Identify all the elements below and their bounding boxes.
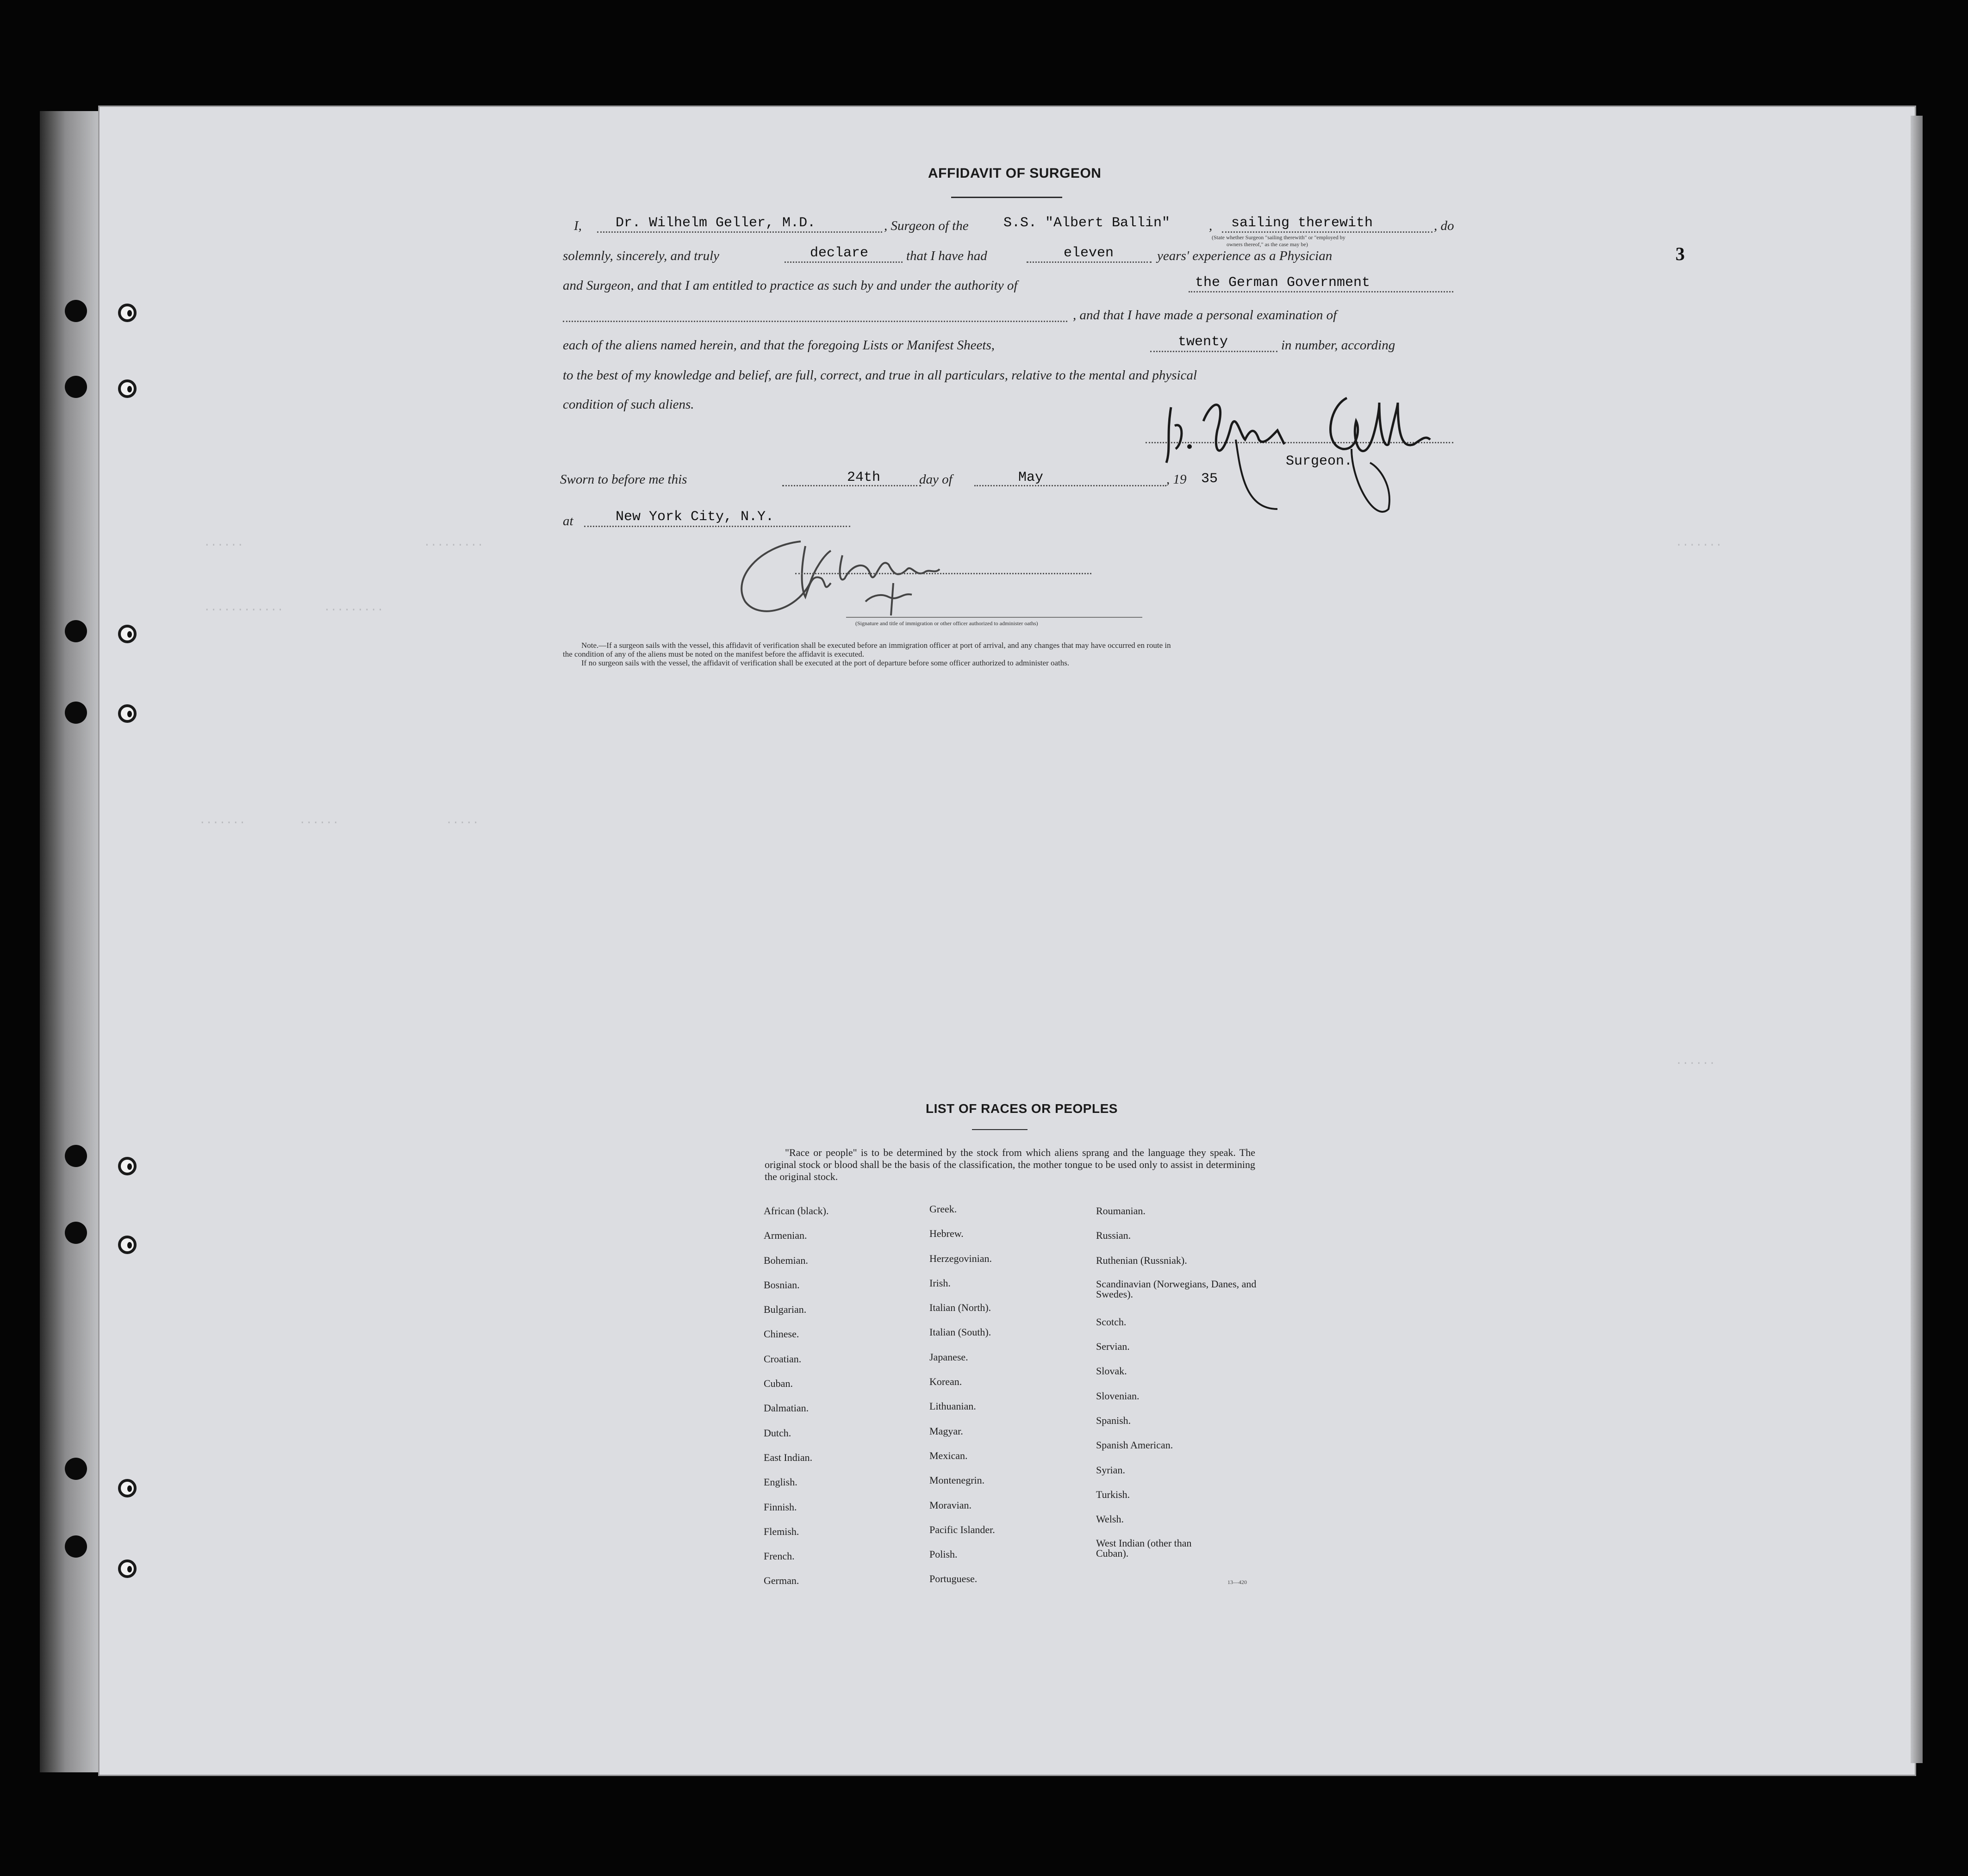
races-intro: "Race or people" is to be determined by the stock from which aliens sprang and the language they speak. The original stock or blood shall be the basis of the classification, the mother tongue to be used only to assist in determining the original stock.	[765, 1147, 1255, 1182]
affidavit-text: years' experience as a Physician	[1157, 248, 1333, 263]
affidavit-text: at	[563, 514, 573, 528]
bleed-through-text: ......	[1675, 1055, 1716, 1068]
binder-ring-icon	[118, 379, 137, 398]
race-item: Bosnian.	[764, 1279, 800, 1291]
race-item: Montenegrin.	[929, 1474, 985, 1486]
bleed-through-text: ....... ...... .....	[199, 814, 479, 827]
manifest-sheet-count: twenty	[1178, 334, 1228, 350]
binder-hole	[65, 1458, 87, 1480]
sworn-month: May	[1018, 470, 1044, 485]
sheet-right-edge	[1911, 116, 1923, 1763]
race-item: Italian (South).	[929, 1326, 991, 1338]
race-item: Cuban.	[764, 1378, 793, 1390]
form-number: 13—420	[1227, 1579, 1247, 1585]
fill-line	[1189, 291, 1453, 292]
note-line: If no surgeon sails with the vessel, the affidavit of verification shall be executed at the port of departure before some officer authorized to administer oaths.	[581, 658, 1070, 667]
race-item: English.	[764, 1476, 797, 1488]
race-item: Ruthenian (Russniak).	[1096, 1254, 1187, 1266]
note-line: the condition of any of the aliens must be noted on the manifest before the affidavit is executed.	[563, 650, 865, 658]
fill-line	[1222, 231, 1432, 233]
race-item: Japanese.	[929, 1351, 968, 1363]
fill-line	[1027, 261, 1152, 263]
race-item: French.	[764, 1550, 795, 1562]
sworn-place: New York City, N.Y.	[616, 509, 774, 525]
race-item: Russian.	[1096, 1230, 1131, 1242]
race-item: East Indian.	[764, 1451, 813, 1463]
ship-name: S.S. "Albert Ballin"	[1003, 215, 1171, 231]
race-item: Pacific Islander.	[929, 1523, 995, 1535]
affidavit-text: , and that I have made a personal examination of	[1073, 308, 1337, 323]
binder-ring-icon	[118, 625, 137, 643]
binder-ring-icon	[118, 1236, 137, 1254]
binder-hole	[65, 1222, 87, 1244]
races-column-1	[764, 1205, 828, 1600]
fill-line	[563, 321, 1067, 322]
officer-signature	[731, 528, 1092, 629]
races-column-3	[1096, 1205, 1290, 1575]
affidavit-text: day of	[919, 472, 953, 487]
sheet-left-edge	[40, 111, 105, 1772]
race-item: Scotch.	[1096, 1316, 1127, 1328]
race-item: Herzegovinian.	[929, 1252, 992, 1264]
race-item: Spanish.	[1096, 1415, 1131, 1427]
bleed-through-text: ...... .........	[204, 537, 484, 549]
race-item: Greek.	[929, 1203, 957, 1215]
affidavit-text: solemnly, sincerely, and truly	[563, 248, 720, 263]
race-item: African (black).	[764, 1205, 829, 1217]
race-item: Dalmatian.	[764, 1402, 809, 1414]
fill-line	[584, 526, 850, 527]
race-item: Slovenian.	[1096, 1390, 1140, 1402]
race-item: Syrian.	[1096, 1464, 1125, 1476]
race-item: Dutch.	[764, 1427, 791, 1439]
binder-hole	[65, 376, 87, 398]
page-number: 3	[1675, 243, 1685, 264]
sworn-day: 24th	[847, 470, 881, 485]
race-item: Mexican.	[929, 1449, 968, 1461]
affidavit-text: in number, according	[1281, 338, 1395, 353]
affidavit-text: condition of such aliens.	[563, 397, 694, 412]
race-item: Hebrew.	[929, 1228, 964, 1240]
race-item: Servian.	[1096, 1341, 1130, 1353]
fill-line	[597, 231, 882, 233]
races-title: LIST OF RACES OR PEOPLES	[926, 1101, 1118, 1116]
affidavit-title: AFFIDAVIT OF SURGEON	[928, 166, 1102, 181]
binder-ring-icon	[118, 304, 137, 322]
race-item: West Indian (other than Cuban).	[1096, 1537, 1192, 1559]
affidavit-text: ,	[1209, 218, 1213, 233]
affidavit-text: , 19	[1166, 472, 1187, 487]
title-rule	[951, 197, 1062, 198]
fill-line	[1150, 351, 1277, 352]
race-item: Finnish.	[764, 1501, 797, 1513]
officer-rule	[846, 617, 1142, 618]
race-item: Magyar.	[929, 1425, 963, 1437]
document-sheet	[98, 106, 1916, 1776]
surgeon-label: Surgeon.	[1286, 453, 1353, 469]
sworn-year: 35	[1201, 471, 1218, 487]
surgeon-status: sailing therewith	[1231, 215, 1373, 231]
race-item: Spanish American.	[1096, 1439, 1173, 1451]
race-item: Turkish.	[1096, 1488, 1130, 1500]
officer-caption: (Signature and title of immigration or other officer authorized to administer oaths)	[855, 620, 1038, 627]
race-item: Flemish.	[764, 1525, 799, 1537]
binder-ring-icon	[118, 704, 137, 723]
affidavit-note	[563, 641, 1171, 667]
races-column-2	[929, 1203, 995, 1598]
race-item: Irish.	[929, 1277, 951, 1289]
affidavit-text: I,	[574, 218, 582, 233]
race-item: Bulgarian.	[764, 1304, 807, 1316]
licensing-authority: the German Government	[1195, 275, 1370, 291]
race-item: Bohemian.	[764, 1254, 808, 1266]
binder-hole	[65, 300, 87, 322]
race-item: Welsh.	[1096, 1513, 1124, 1525]
race-item: Slovak.	[1096, 1365, 1127, 1377]
fill-line	[785, 261, 903, 263]
fill-line	[974, 485, 1166, 486]
race-item: Italian (North).	[929, 1302, 991, 1314]
officer-signature-line	[795, 573, 1091, 574]
affidavit-text: that I have had	[906, 248, 987, 263]
race-item: Armenian.	[764, 1230, 807, 1242]
race-item: Scandinavian (Norwegians, Danes, and Swedes).	[1096, 1278, 1257, 1300]
years-experience: eleven	[1064, 245, 1114, 261]
race-item: German.	[764, 1575, 799, 1587]
binder-ring-icon	[118, 1479, 137, 1497]
surgeon-name: Dr. Wilhelm Geller, M.D.	[616, 215, 816, 231]
binder-hole	[65, 1535, 87, 1558]
binder-hole	[65, 620, 87, 642]
race-item: Chinese.	[764, 1328, 799, 1340]
status-hint: owners thereof," as the case may be)	[1227, 241, 1308, 248]
affidavit-text: each of the aliens named herein, and that the foregoing Lists or Manifest Sheets,	[563, 338, 995, 353]
race-item: Korean.	[929, 1376, 962, 1388]
race-item: Roumanian.	[1096, 1205, 1146, 1217]
race-item: Croatian.	[764, 1353, 802, 1365]
status-hint: (State whether Surgeon "sailing therewith" or "employed by	[1212, 234, 1345, 241]
races-title-rule	[972, 1129, 1028, 1130]
affidavit-text: , do	[1434, 218, 1454, 233]
declaration-verb: declare	[810, 245, 869, 261]
race-item: Polish.	[929, 1548, 958, 1560]
binder-ring-icon	[118, 1157, 137, 1175]
affidavit-text: and Surgeon, and that I am entitled to practice as such by and under the authority of	[563, 278, 1018, 293]
binder-hole	[65, 702, 87, 724]
bleed-through-text: .......	[1675, 537, 1722, 549]
affidavit-text: to the best of my knowledge and belief, are full, correct, and true in all particulars, relative to the mental and physical	[563, 368, 1197, 383]
affidavit-text: Sworn to before me this	[560, 472, 687, 487]
bleed-through-text: ............ .........	[204, 602, 384, 614]
surgeon-signature	[1157, 370, 1453, 528]
note-line: Note.—If a surgeon sails with the vessel, this affidavit of verification shall be executed before an immigration officer at port of arrival, and any changes that may have occurred en route in	[581, 641, 1171, 650]
race-item: Moravian.	[929, 1499, 972, 1511]
binder-ring-icon	[118, 1559, 137, 1578]
race-item: Lithuanian.	[929, 1400, 976, 1412]
race-item: Portuguese.	[929, 1573, 978, 1585]
affidavit-text: , Surgeon of the	[884, 218, 969, 233]
binder-hole	[65, 1145, 87, 1167]
